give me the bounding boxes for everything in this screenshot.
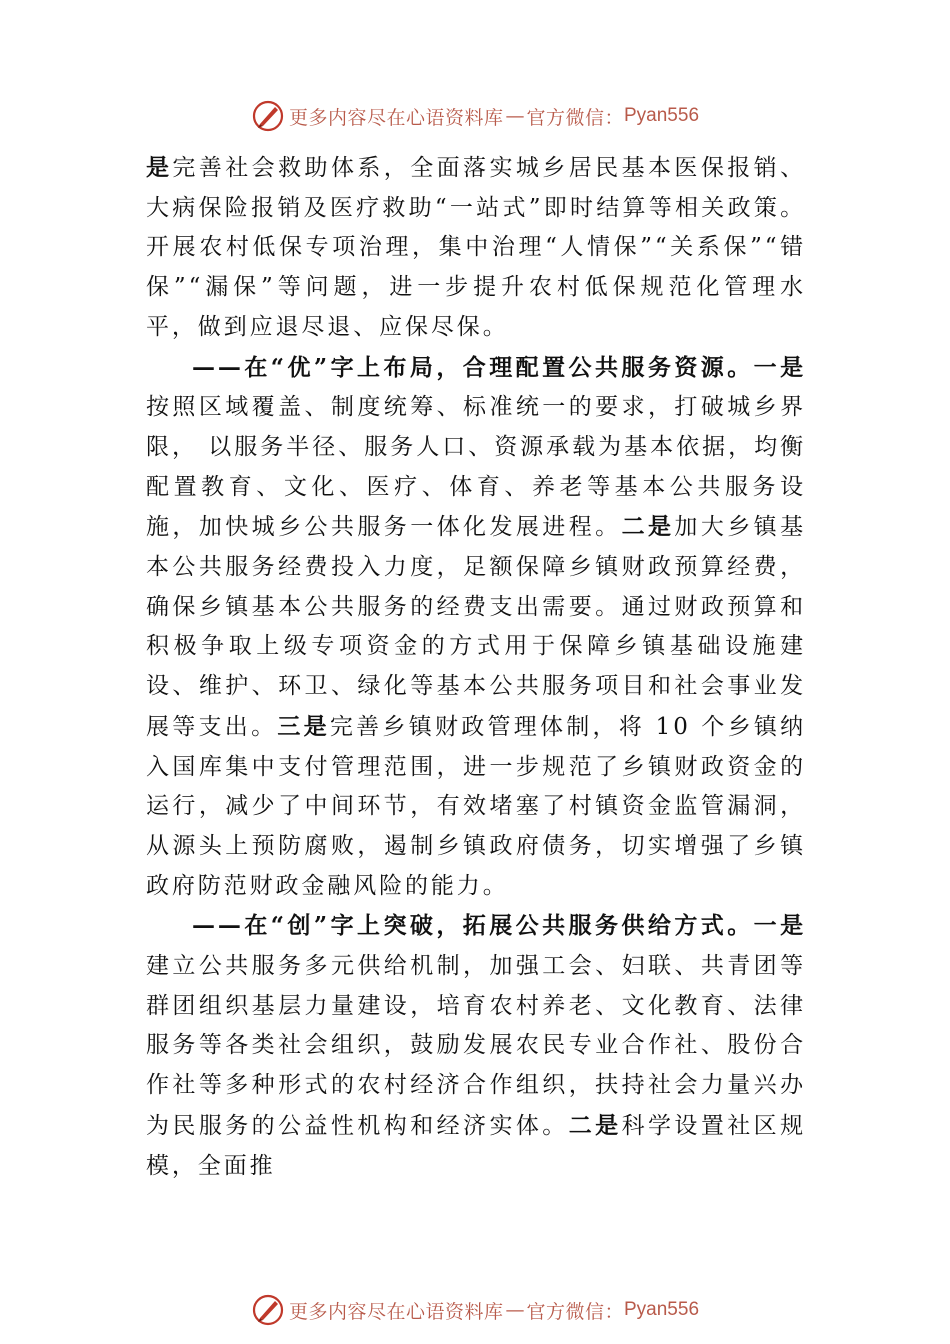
paragraph-2 (146, 348, 806, 907)
watermark-wechat-id: Pyan556 (624, 1299, 700, 1320)
watermark-wechat-label: 官方微信： (526, 1300, 624, 1323)
item-label: 三是 (277, 712, 330, 740)
item-text: 科学设置社区规模，全面推 (146, 1112, 806, 1179)
item-text: 建立公共服务多元供给机制，加强工会、妇联、共青团等群团组织基层力量建设，培育农村养老、文化教育、法律服务等各类社会组织，鼓励发展农民专业合作社、股份合作社等多种形式的农村经济合作组织，扶持社会力量兴办为民服务的公益性机构和经济实体。 (146, 953, 806, 1139)
section-heading-chuang: ——在“创”字上突破，拓展公共服务供给方式。 (192, 912, 754, 940)
watermark-wechat-label: 官方微信： (526, 106, 624, 129)
watermark-label: 更多内容尽在心语资料库 (288, 1300, 504, 1323)
item-text: 完善乡镇财政管理体制，将 10 个乡镇纳入国库集中支付管理范围，进一步规范了乡镇财政资金的运行，减少了中间环节，有效堵塞了村镇资金监管漏洞，从源头上预防腐败，遏制乡镇政府债务，切实增强了乡镇政府防范财政金融风险的能力。 (146, 713, 807, 899)
paragraph-3 (146, 906, 806, 1186)
section-heading-you: ——在“优”字上布局，合理配置公共服务资源。 (192, 353, 754, 381)
paragraph-1 (146, 148, 806, 348)
footer-watermark (0, 1290, 950, 1330)
item-label: 二是 (568, 1111, 622, 1139)
watermark-wechat-id: Pyan556 (624, 105, 700, 126)
pen-circle-logo-icon (251, 1293, 285, 1327)
item-label: 一是 (753, 353, 806, 381)
item-text: 加大乡镇基本公共服务经费投入力度，足额保障乡镇财政预算经费，确保乡镇基本公共服务的经费支出需要。通过财政预算和积极争取上级专项资金的方式用于保障乡镇基础设施建设、维护、环卫、绿化等基本公共服务项目和社会事业发展等支出。 (146, 514, 807, 740)
pen-circle-logo-icon (251, 99, 285, 133)
document-body (146, 148, 806, 1186)
item-text: 按照区域覆盖、制度统筹、标准统一的要求，打破城乡界限， 以服务半径、服务人口、资源承载为基本依据，均衡配置教育、文化、医疗、体育、养老等基本公共服务设施，加快城乡公共服务一体化发展进程。 (146, 394, 806, 541)
paragraph-text: 完善社会救助体系，全面落实城乡居民基本医保报销、大病保险报销及医疗救助“一站式”即时结算等相关政策。开展农村低保专项治理，集中治理“人情保”“关系保”“错保”“漏保”等问题，进一步提升农村低保规范化管理水平，做到应退尽退、应保尽保。 (146, 155, 806, 340)
lead-bold: 是 (146, 154, 173, 181)
header-watermark (0, 96, 950, 136)
item-label: 一是 (753, 912, 806, 940)
watermark-separator: — (505, 1299, 525, 1321)
item-label: 二是 (621, 513, 675, 541)
watermark-separator: — (505, 105, 525, 127)
watermark-label: 更多内容尽在心语资料库 (288, 106, 504, 129)
